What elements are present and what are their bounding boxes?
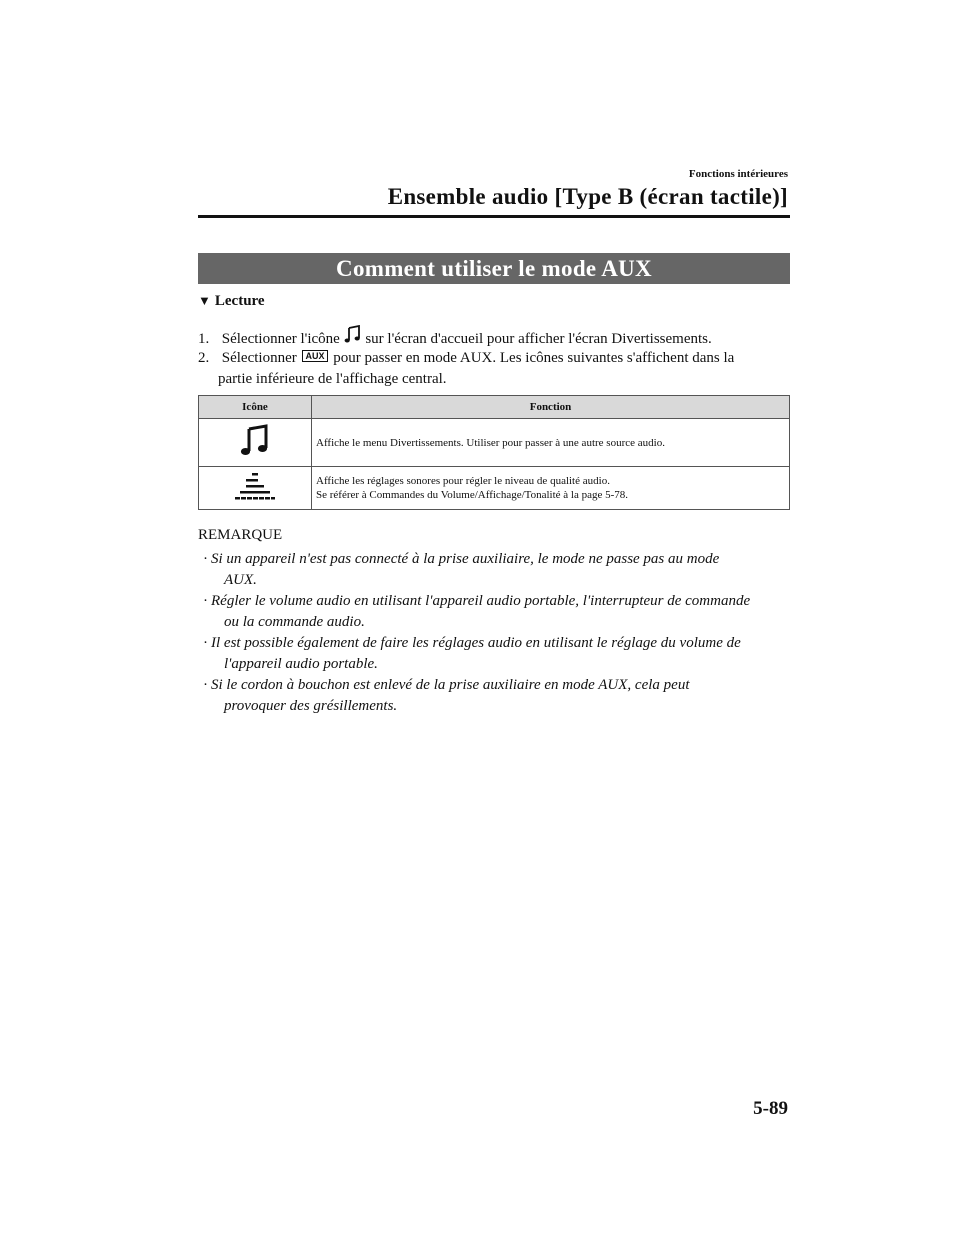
icon-table: [198, 395, 790, 510]
column-header-icon: Icône: [199, 396, 312, 419]
function-description: Affiche les réglages sonores pour régler le niveau de qualité audio. Se référer à Commandes du Volume/Affichage/Tonalité à la page 5-78.: [312, 467, 790, 510]
aux-icon: AUX: [302, 350, 327, 362]
step-text: Sélectionner: [221, 350, 297, 366]
page-number: 5-89: [753, 1098, 788, 1119]
note-item: · Si le cordon à bouchon est enlevé de la prise auxiliaire en mode AUX, cela peut provoquer des grésillements.: [203, 677, 690, 714]
section-label: Fonctions intérieures: [688, 168, 788, 180]
note-item: · Il est possible également de faire les réglages audio en utilisant le réglage du volume de l'appareil audio portable.: [203, 635, 741, 672]
bullet-icon: ·: [203, 593, 208, 609]
note-item: · Régler le volume audio en utilisant l'appareil audio portable, l'interrupteur de commande ou la commande audio.: [203, 593, 751, 630]
step-2: [198, 348, 798, 390]
remarque-heading: REMARQUE: [198, 527, 283, 543]
subsection-heading: [198, 293, 265, 310]
subsection-label: Lecture: [214, 293, 265, 309]
function-description: Affiche le menu Divertissements. Utiliser pour passer à une autre source audio.: [312, 419, 790, 467]
bullet-icon: ·: [203, 677, 208, 693]
bullet-icon: ·: [203, 551, 208, 567]
bullet-icon: ·: [203, 635, 208, 651]
table-row: [199, 467, 790, 510]
step-text: Sélectionner l'icône: [221, 331, 340, 347]
note-item: · Si un appareil n'est pas connecté à la prise auxiliaire, le mode ne passe pas au mode AUX.: [203, 551, 720, 588]
table-row: [199, 419, 790, 467]
step-text: sur l'écran d'accueil pour afficher l'écran Divertissements.: [365, 331, 712, 347]
triangle-down-icon: ▼: [198, 293, 211, 308]
column-header-function: Fonction: [312, 396, 790, 419]
step-number: 1.: [198, 331, 210, 347]
step-continuation: partie inférieure de l'affichage central.: [218, 371, 447, 387]
step-text: pour passer en mode AUX. Les icônes suivantes s'affichent dans la: [333, 350, 735, 366]
page-title: Ensemble audio [Type B (écran tactile)]: [387, 184, 788, 209]
equalizer-icon: [235, 494, 275, 506]
section-banner: Comment utiliser le mode AUX: [198, 253, 790, 284]
music-note-icon: [240, 449, 270, 461]
header-divider: [198, 215, 790, 218]
remarque-notes: [198, 549, 798, 717]
step-number: 2.: [198, 350, 210, 366]
